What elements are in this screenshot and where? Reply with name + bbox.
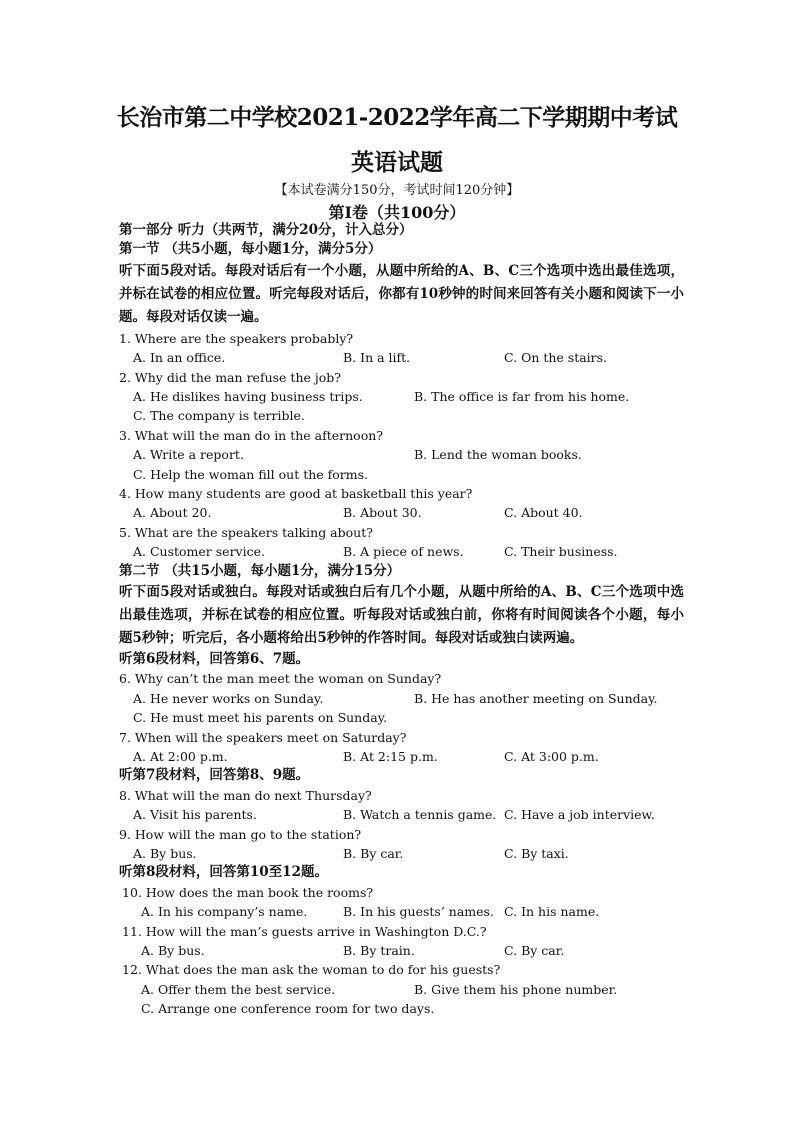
option-a: A. About 20. <box>133 505 212 521</box>
question-stem: 12. What does the man ask the woman to do for his guests? <box>122 962 501 978</box>
option-a: A. Offer them the best service. <box>141 981 336 997</box>
section2-heading: 第二节 （共15小题，每小题1分，满分15分） <box>119 562 401 579</box>
option-a: A. He never works on Sunday. <box>133 690 324 706</box>
options-row <box>119 542 684 561</box>
option-c: C. Their business. <box>504 544 618 560</box>
volume-heading: 第Ⅰ卷（共100分） <box>328 203 466 222</box>
option-a: A. By bus. <box>141 942 205 958</box>
option-b: B. Watch a tennis game. <box>343 807 497 823</box>
option-c: C. On the stairs. <box>504 350 608 366</box>
options-row <box>119 503 684 522</box>
options-row <box>119 406 684 425</box>
options-row <box>119 348 684 367</box>
question-stem: 7. When will the speakers meet on Saturday? <box>119 729 407 745</box>
options-row <box>119 445 684 464</box>
option-c: C. Have a job interview. <box>504 807 655 823</box>
exam-title: 长治市第二中学校2021-2022学年高二下学期期中考试 <box>116 104 678 131</box>
option-b: B. About 30. <box>343 505 422 521</box>
question-stem: 8. What will the man do next Thursday? <box>119 787 372 803</box>
option-c: C. Arrange one conference room for two days. <box>141 1001 435 1017</box>
option-a: A. In an office. <box>133 350 226 366</box>
option-b: B. In his guests’ names. <box>343 904 494 920</box>
options-row <box>119 689 684 708</box>
part1-heading: 第一部分 听力（共两节，满分20分，计入总分） <box>119 222 413 238</box>
option-b: B. A piece of news. <box>343 544 464 560</box>
option-a: A. In his company’s name. <box>141 904 308 920</box>
option-b: B. He has another meeting on Sunday. <box>414 690 658 706</box>
options-row <box>119 387 684 406</box>
option-a: A. Visit his parents. <box>133 807 257 823</box>
question-stem: 9. How will the man go to the station? <box>119 826 362 842</box>
options-row <box>119 747 684 766</box>
option-c: C. At 3:00 p.m. <box>504 748 599 764</box>
options-row <box>119 902 684 921</box>
option-c: C. By car. <box>504 942 565 958</box>
option-c: C. He must meet his parents on Sunday. <box>133 710 388 726</box>
question-stem: 11. How will the man’s guests arrive in Washington D.C.? <box>122 923 487 939</box>
material-heading: 听第8段材料，回答第10至12题。 <box>119 864 328 881</box>
option-b: B. Lend the woman books. <box>414 447 582 463</box>
material-heading: 听第6段材料，回答第6、7题。 <box>119 650 310 667</box>
exam-content <box>119 221 684 1019</box>
option-c: C. By taxi. <box>504 845 569 861</box>
material-heading: 听第7段材料，回答第8、9题。 <box>119 767 310 784</box>
option-b: B. In a lift. <box>343 350 411 366</box>
options-row <box>119 980 684 999</box>
options-row <box>119 708 684 727</box>
option-a: A. At 2:00 p.m. <box>133 748 228 764</box>
option-b: B. By train. <box>343 942 415 958</box>
option-b: B. By car. <box>343 845 404 861</box>
option-c: C. Help the woman fill out the forms. <box>133 466 369 482</box>
question-stem: 4. How many students are good at basketball this year? <box>119 485 473 501</box>
options-row <box>119 941 684 960</box>
exam-subtitle: 英语试题 <box>351 149 443 176</box>
options-row <box>119 465 684 484</box>
option-b: B. Give them his phone number. <box>414 981 618 997</box>
option-a: A. By bus. <box>133 845 197 861</box>
option-c: C. In his name. <box>504 904 600 920</box>
question-stem: 5. What are the speakers talking about? <box>119 524 373 540</box>
option-b: B. The office is far from his home. <box>414 389 630 405</box>
option-b: B. At 2:15 p.m. <box>343 748 438 764</box>
question-stem: 2. Why did the man refuse the job? <box>119 369 341 385</box>
options-row <box>119 844 684 863</box>
section2-instruction: 听下面5段对话或独白。每段对话或独白后有几个小题，从题中所给的A、B、C三个选项中选出最佳选项，并标在试卷的相应位置。听每段对话或独白前，你将有时间阅读各个小题，每小题5秒钟；听完后，各小题将给出5秒钟的作答时间。每段对话或独白读两遍。 <box>119 583 684 646</box>
question-stem: 10. How does the man book the rooms? <box>122 884 374 900</box>
section1-instruction: 听下面5段对话。每段对话后有一个小题，从题中所给的A、B、C三个选项中选出最佳选项，并标在试卷的相应位置。听完每段对话后，你都有10秒钟的时间来回答有关小题和阅读下一小题。每段对话仅读一遍。 <box>119 262 684 325</box>
options-row <box>119 805 684 824</box>
section1-heading: 第一节 （共5小题，每小题1分，满分5分） <box>119 241 382 258</box>
option-a: A. Write a report. <box>133 447 244 463</box>
option-c: C. About 40. <box>504 505 583 521</box>
question-stem: 1. Where are the speakers probably? <box>119 330 354 346</box>
exam-note: 【本试卷满分150分，考试时间120分钟】 <box>274 183 520 198</box>
option-a: A. He dislikes having business trips. <box>133 389 363 405</box>
question-stem: 3. What will the man do in the afternoon? <box>119 427 383 443</box>
options-row <box>119 999 684 1018</box>
question-stem: 6. Why can’t the man meet the woman on Sunday? <box>119 671 442 687</box>
option-c: C. The company is terrible. <box>133 408 305 424</box>
option-a: A. Customer service. <box>133 544 265 560</box>
